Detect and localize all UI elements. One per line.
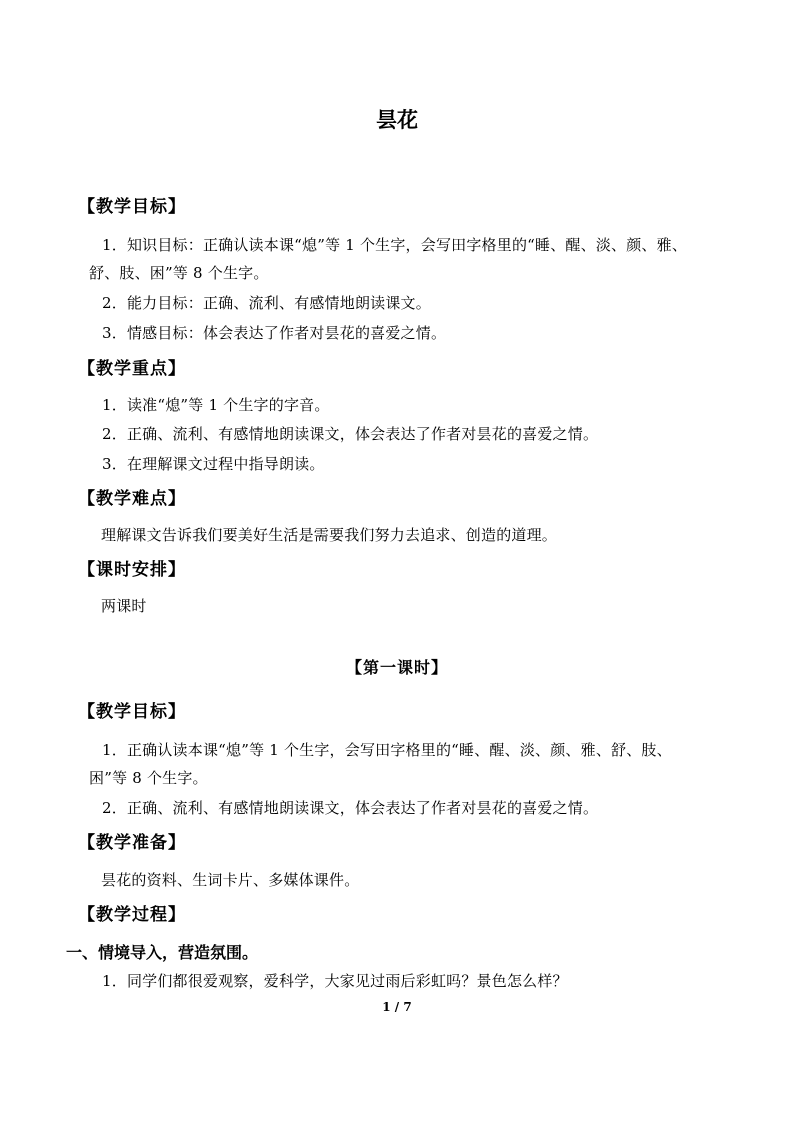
lesson-one-heading: 【第一课时】 [345, 658, 448, 677]
doc-title: 昙花 [376, 107, 418, 132]
lesson-goal-line-1-cont: 困”等 8 个生字。 [89, 769, 208, 787]
section-heading-process: 【教学过程】 [78, 905, 186, 925]
prep-text: 昙花的资料、生词卡片、多媒体课件。 [101, 871, 360, 889]
lesson-goal-line-1: 1．正确认读本课“熄”等 1 个生字，会写田字格里的“睡、醒、淡、颜、雅、舒、肢、 [102, 741, 672, 759]
key-line-1: 1．读准“熄”等 1 个生字的字音。 [102, 396, 330, 414]
step-one-line-1: 1．同学们都很爱观察，爱科学，大家见过雨后彩虹吗？景色怎么样？ [102, 972, 568, 990]
schedule-text: 两课时 [101, 597, 147, 615]
section-heading-key: 【教学重点】 [78, 359, 186, 379]
lesson-goal-line-2: 2．正确、流利、有感情地朗读课文，体会表达了作者对昙花的喜爱之情。 [102, 799, 599, 817]
page-number: 1 / 7 [382, 1000, 412, 1014]
key-line-3: 3．在理解课文过程中指导朗读。 [102, 455, 325, 473]
goal-line-3: 3．情感目标：体会表达了作者对昙花的喜爱之情。 [102, 324, 447, 342]
difficulty-text: 理解课文告诉我们要美好生活是需要我们努力去追求、创造的道理。 [101, 526, 558, 544]
goal-line-2: 2．能力目标：正确、流利、有感情地朗读课文。 [102, 294, 431, 312]
key-line-2: 2．正确、流利、有感情地朗读课文，体会表达了作者对昙花的喜爱之情。 [102, 425, 599, 443]
goal-line-1-cont: 舒、肢、困”等 8 个生字。 [89, 264, 269, 282]
section-heading-goals: 【教学目标】 [78, 197, 186, 217]
section-heading-lesson-goals: 【教学目标】 [78, 702, 186, 722]
section-heading-difficulty: 【教学难点】 [78, 489, 186, 509]
goal-line-1: 1．知识目标：正确认读本课“熄”等 1 个生字，会写田字格里的“睡、醒、淡、颜、雅、 [102, 236, 688, 254]
section-heading-prep: 【教学准备】 [78, 833, 186, 853]
section-heading-schedule: 【课时安排】 [78, 560, 186, 580]
step-one-heading: 一、情境导入，营造氛围。 [66, 943, 259, 962]
